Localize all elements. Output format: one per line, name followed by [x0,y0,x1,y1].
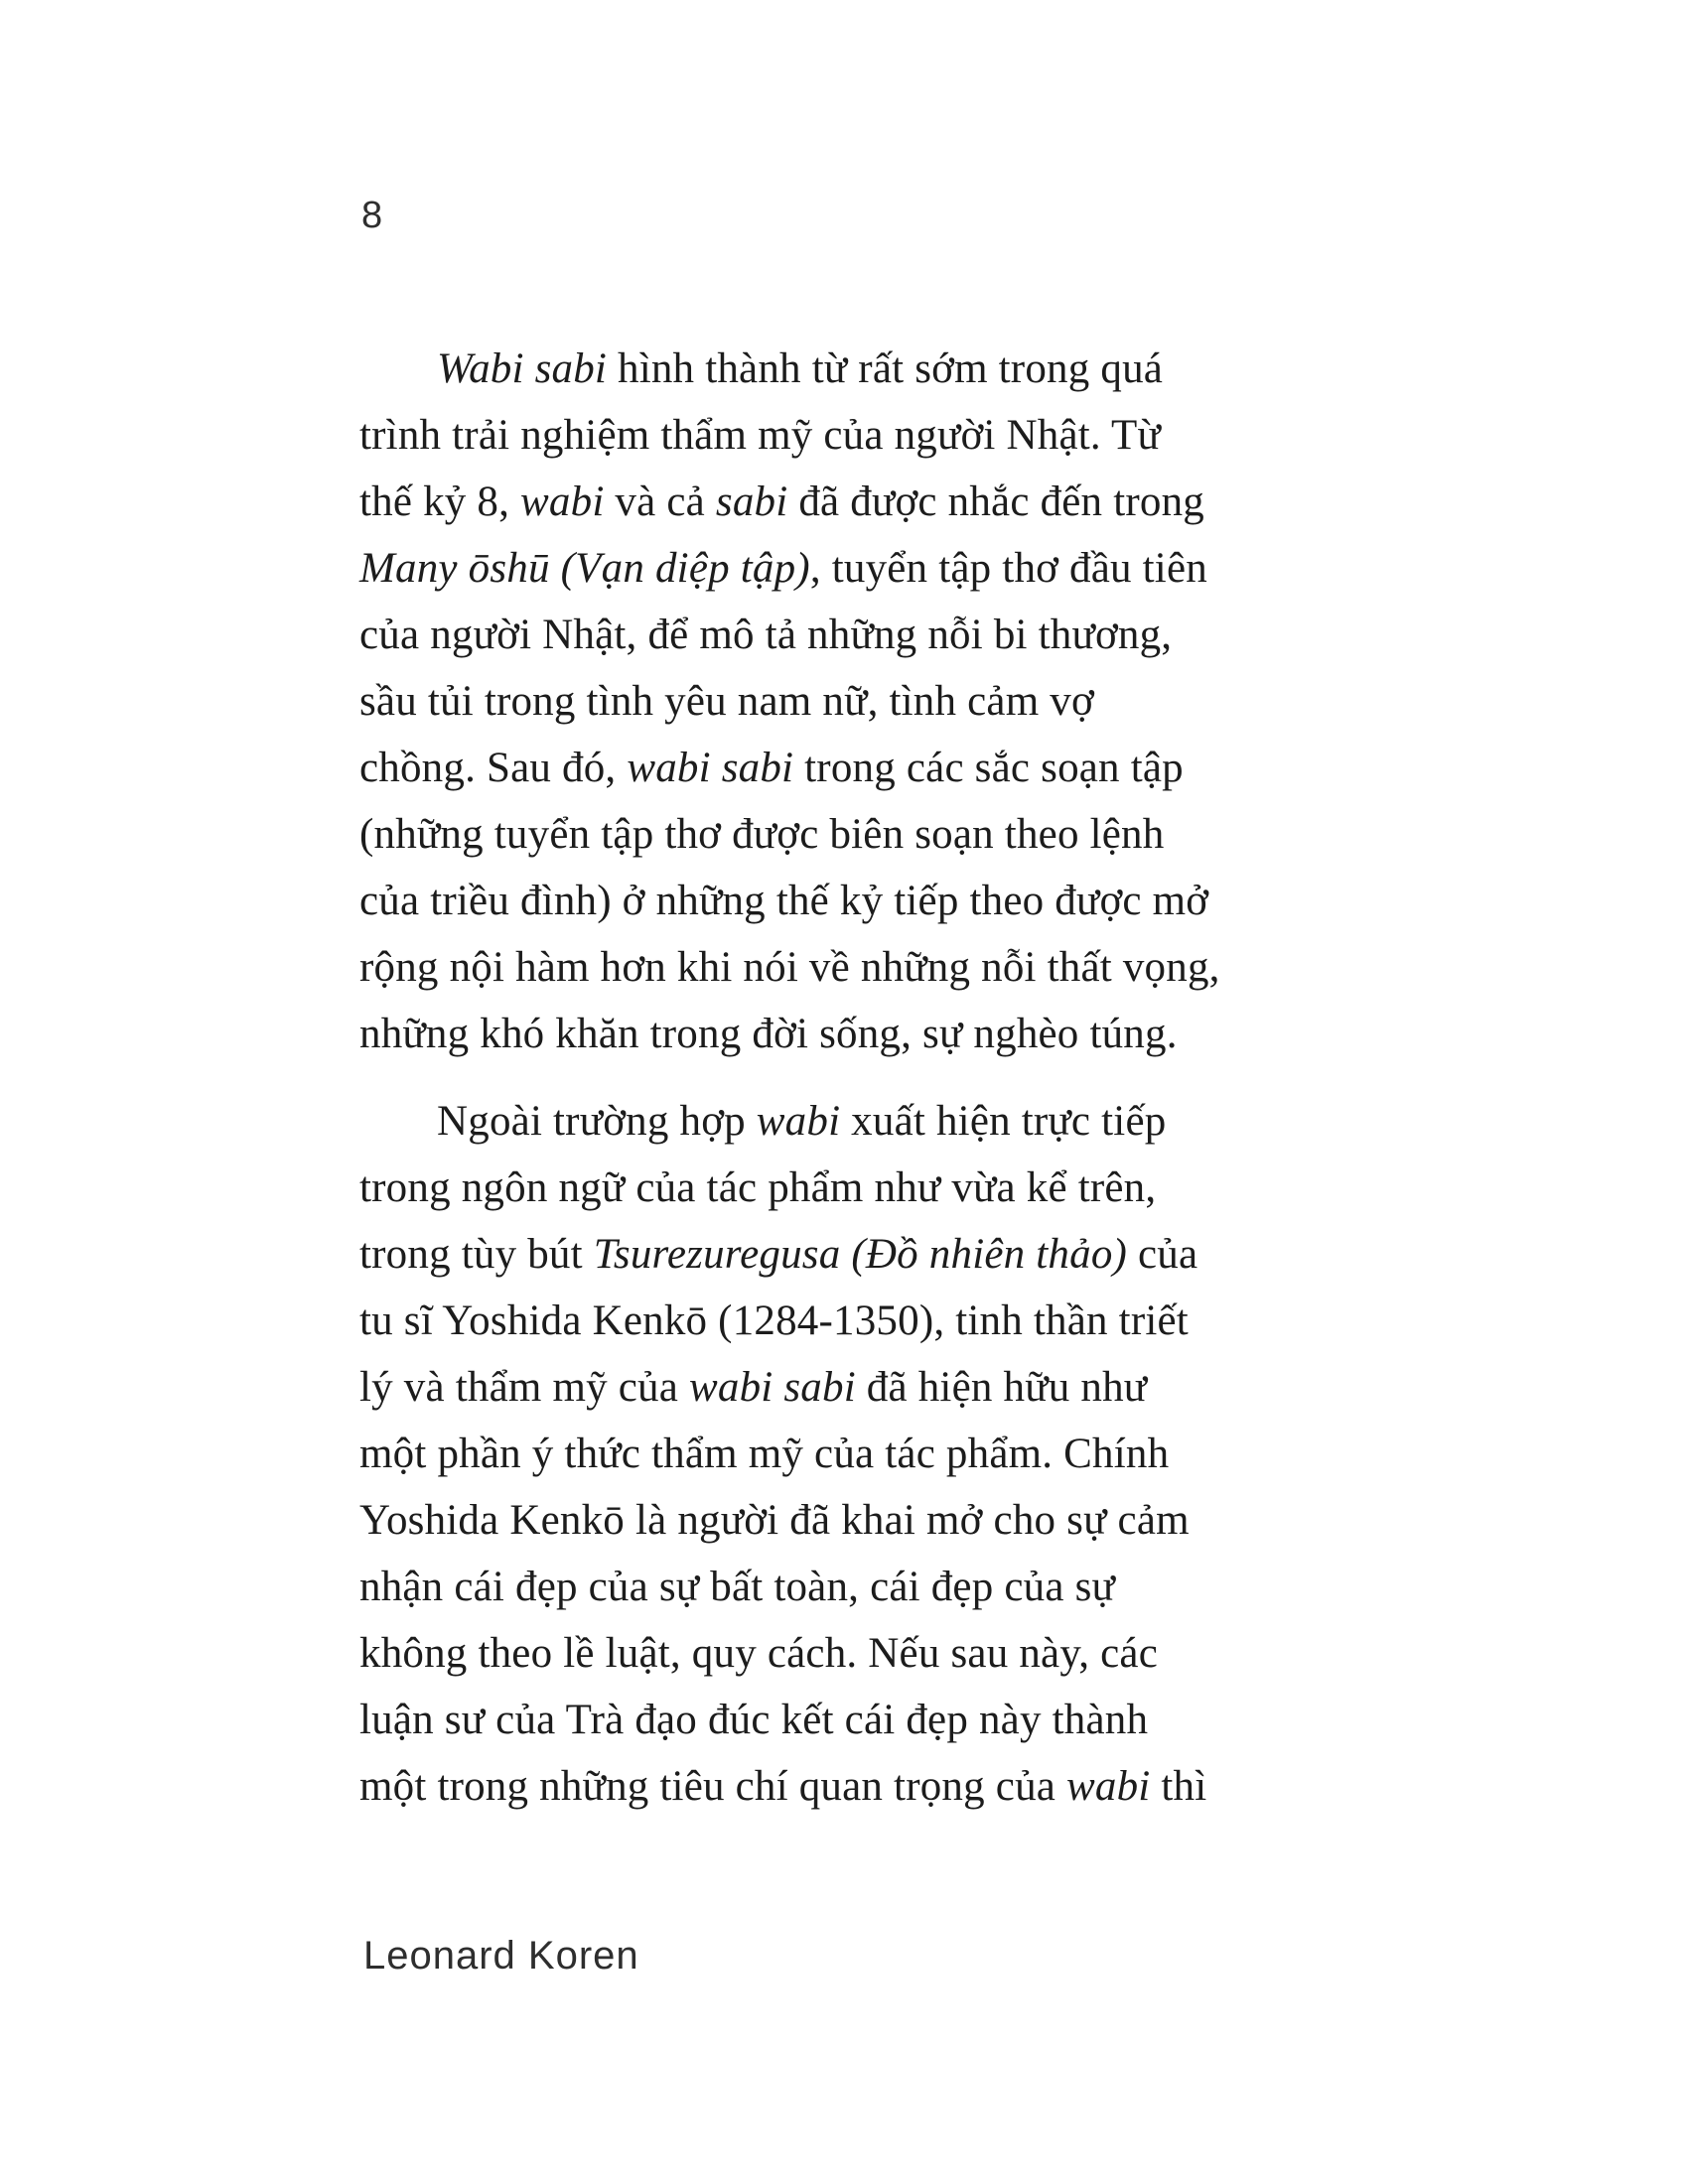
text-line [359,1155,1220,1221]
text-line [359,1354,1220,1421]
text-line [359,1088,1220,1155]
italic-run: Tsurezuregusa (Đồ nhiên thảo) [593,1231,1128,1278]
text-line [359,535,1220,602]
italic-run: wabi sabi [688,1364,856,1411]
text-line [359,1753,1220,1820]
text-line [359,469,1220,535]
paragraph [359,336,1220,1067]
italic-run: sabi [715,478,788,525]
text-run: trong ngôn ngữ của tác phẩm như vừa kể trên, [359,1164,1157,1211]
text-run: của triều đình) ở những thế kỷ tiếp theo được mở [359,878,1209,924]
text-run: thế kỷ 8, [359,478,521,525]
text-run: luận sư của Trà đạo đúc kết cái đẹp này thành [359,1697,1149,1743]
text-run: đã được nhắc đến trong [787,478,1204,525]
text-line [359,1001,1220,1067]
text-run: đã hiện hữu như [855,1364,1148,1411]
text-run: của người Nhật, để mô tả những nỗi bi thương, [359,612,1173,658]
text-line [359,668,1220,735]
italic-run: wabi [756,1098,841,1145]
text-run: trong tùy bút [359,1231,594,1278]
page-number: 8 [361,195,383,236]
text-run: (những tuyển tập thơ được biên soạn theo lệnh [359,811,1165,858]
text-run: những khó khăn trong đời sống, sự nghèo túng. [359,1011,1178,1057]
text-run: xuất hiện trực tiếp [840,1098,1167,1145]
text-line [359,1554,1220,1620]
text-line [359,1421,1220,1487]
text-line [359,1687,1220,1753]
text-run: hình thành từ rất sớm trong quá [607,345,1164,392]
text-line [359,602,1220,668]
text-run: sầu tủi trong tình yêu nam nữ, tình cảm vợ [359,678,1094,725]
text-line [359,1221,1220,1288]
text-run: chồng. Sau đó, [359,745,628,791]
body-text [359,336,1220,1820]
text-run: không theo lề luật, quy cách. Nếu sau này, các [359,1630,1159,1677]
text-line [359,801,1220,868]
text-run: nhận cái đẹp của sự bất toàn, cái đẹp của sự [359,1564,1116,1610]
text-line [359,402,1220,469]
italic-run: Wabi sabi [437,345,608,392]
text-line [359,336,1220,402]
text-run: một phần ý thức thẩm mỹ của tác phẩm. Chính [359,1431,1170,1477]
italic-run: wabi [520,478,605,525]
text-run: Ngoài trường hợp [437,1098,757,1145]
text-run: và cả [604,478,716,525]
text-line [359,735,1220,801]
text-run: trong các sắc soạn tập [793,745,1184,791]
text-line [359,934,1220,1001]
text-line [359,1620,1220,1687]
italic-run: wabi sabi [627,745,794,791]
text-run: tu sĩ Yoshida Kenkō (1284-1350), tinh thần triết [359,1297,1189,1344]
text-line [359,1288,1220,1354]
text-run: một trong những tiêu chí quan trọng của [359,1763,1066,1810]
text-run: trình trải nghiệm thẩm mỹ của người Nhật. Từ [359,412,1162,459]
italic-run: Many ōshū (Vạn diệp tập) [359,545,810,592]
italic-run: wabi [1066,1763,1151,1810]
footer-author: Leonard Koren [363,1934,639,1978]
text-run: lý và thẩm mỹ của [359,1364,689,1411]
text-run: thì [1150,1763,1207,1810]
text-run: , tuyển tập thơ đầu tiên [809,545,1207,592]
text-line [359,1487,1220,1554]
text-run: Yoshida Kenkō là người đã khai mở cho sự cảm [359,1497,1190,1544]
text-line [359,868,1220,934]
text-run: rộng nội hàm hơn khi nói về những nỗi thất vọng, [359,944,1220,991]
paragraph [359,1088,1220,1820]
text-run: của [1127,1231,1198,1278]
